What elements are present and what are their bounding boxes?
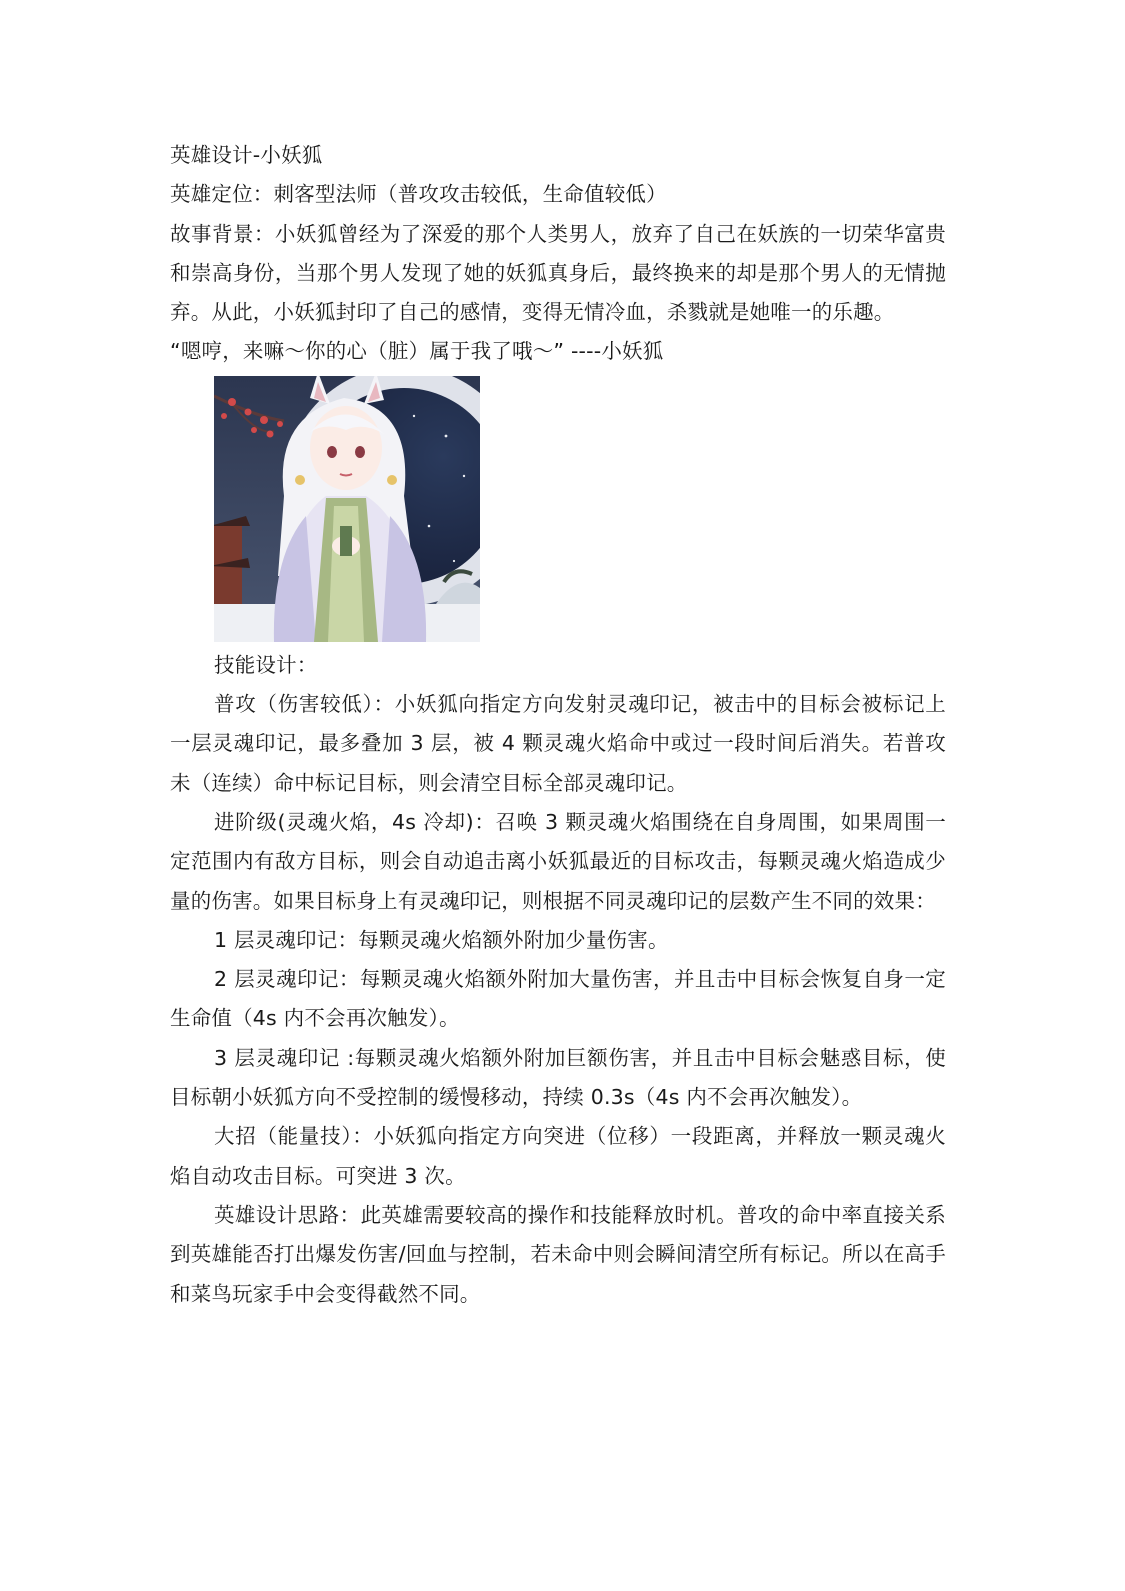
skill-advanced: 进阶级(灵魂火焰，4s 冷却)：召唤 3 颗灵魂火焰围绕在自身周围，如果周围一定范围内有敌方目标，则会自动追击离小妖狐最近的目标攻击，每颗灵魂火焰造成少量的伤害。如果目标身上有灵魂印记，则根据不同灵魂印记的层数产生不同的效果： (170, 809, 946, 913)
story-background: 故事背景：小妖狐曾经为了深爱的那个人类男人，放弃了自己在妖族的一切荣华富贵和崇高身份，当那个男人发现了她的妖狐真身后，最终换来的却是那个男人的无情抛弃。从此，小妖狐封印了自己的感情，变得无情冷血，杀戮就是她唯一的乐趣。 (170, 221, 946, 325)
soul-mark-layer-3: 3 层灵魂印记 :每颗灵魂火焰额外附加巨额伤害，并且击中目标会魅惑目标，使目标朝小妖狐方向不受控制的缓慢移动，持续 0.3s（4s 内不会再次触发）。 (170, 1045, 946, 1110)
hero-position: 英雄定位：刺客型法师（普攻攻击较低，生命值较低） (170, 182, 667, 207)
doc-title: 英雄设计-小妖狐 (170, 143, 323, 167)
skills-heading: 技能设计： (214, 652, 318, 677)
skill-ultimate: 大招（能量技）：小妖狐向指定方向突进（位移）一段距离，并释放一颗灵魂火焰自动攻击目标。可突进 3 次。 (170, 1124, 946, 1188)
design-idea: 英雄设计思路：此英雄需要较高的操作和技能释放时机。普攻的命中率直接关系到英雄能否打出爆发伤害/回血与控制，若未命中则会瞬间清空所有标记。所以在高手和菜鸟玩家手中会变得截然不同。 (170, 1202, 946, 1306)
hero-quote: “嗯哼，来嘛～你的心（脏）属于我了哦～” ----小妖狐 (170, 339, 664, 364)
document-body (170, 136, 946, 1314)
soul-mark-layer-1: 1 层灵魂印记：每颗灵魂火焰额外附加少量伤害。 (214, 927, 669, 952)
fox-girl-illustration (214, 376, 480, 642)
skill-basic-attack: 普攻（伤害较低）：小妖狐向指定方向发射灵魂印记，被击中的目标会被标记上一层灵魂印记，最多叠加 3 层，被 4 颗灵魂火焰命中或过一段时间后消失。若普攻未（连续）命中标记目标，则会清空目标全部灵魂印记。 (170, 692, 946, 795)
soul-mark-layer-2: 2 层灵魂印记：每颗灵魂火焰额外附加大量伤害，并且击中目标会恢复自身一定生命值（4s 内不会再次触发）。 (170, 967, 946, 1031)
